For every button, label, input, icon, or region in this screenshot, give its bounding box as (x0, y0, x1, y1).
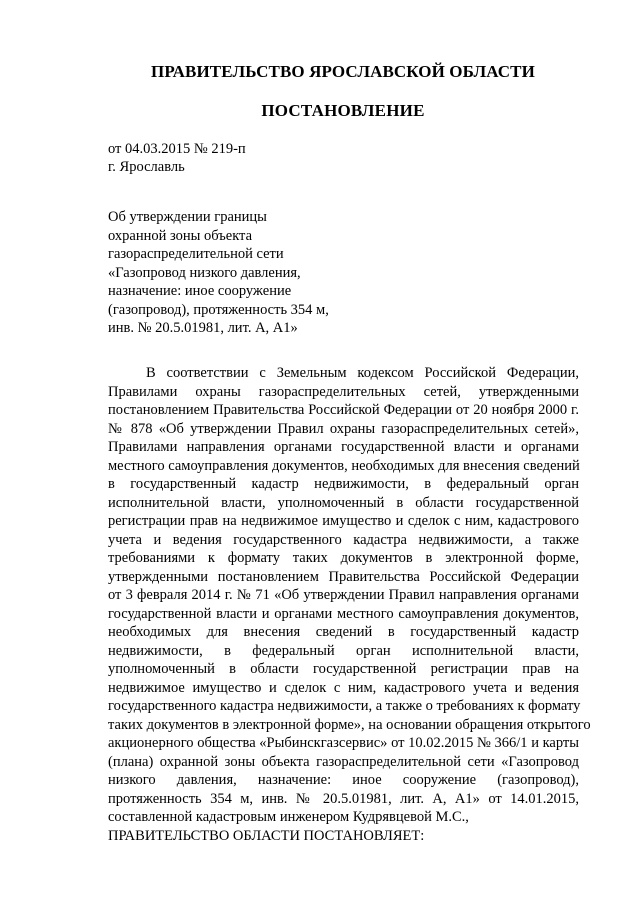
body-line: Правилами охраны газораспределительных сетей, утвержденными (108, 383, 579, 400)
organization-title: ПРАВИТЕЛЬСТВО ЯРОСЛАВСКОЙ ОБЛАСТИ (151, 62, 535, 81)
body-line: таких документов в электронной форме», на основании обращения открытого (108, 716, 591, 733)
body-line: протяженность 354 м, инв. № 20.5.01981, лит. А, А1» от 14.01.2015, (108, 790, 579, 807)
subject-line: (газопровод), протяженность 354 м, (108, 301, 329, 318)
body-line: государственной власти и органами местного самоуправления документов, (108, 605, 579, 622)
body-line: Правилами направления органами государственной власти и органами (108, 439, 579, 455)
body-line: в государственный кадастр недвижимости, в федеральный орган (108, 476, 579, 492)
body-line: уполномоченный в области государственной регистрации прав на (108, 661, 579, 677)
date-number: от 04.03.2015 № 219-п (108, 141, 246, 157)
body-line: необходимых для внесения сведений в государственный кадастр (108, 624, 579, 640)
body-line: учета и ведения государственного кадастра недвижимости, а также (108, 531, 579, 548)
body-line: исполнительной власти, уполномоченный в области государственной (108, 494, 579, 511)
body-line: В соответствии с Земельным кодексом Российской Федерации, (146, 365, 579, 381)
body-line: (плана) охранной зоны объекта газораспределительной сети «Газопровод (108, 753, 579, 770)
document-subject (108, 208, 329, 338)
body-line: регистрации прав на недвижимое имущество и сделок с ним, кадастрового (108, 513, 579, 529)
subject-line: инв. № 20.5.01981, лит. А, А1» (108, 320, 298, 336)
body-line: составленной кадастровым инженером Кудрявцевой М.С., (108, 809, 469, 825)
subject-line: «Газопровод низкого давления, (108, 264, 301, 281)
document-type-title: ПОСТАНОВЛЕНИЕ (261, 101, 425, 120)
body-line: № 878 «Об утверждении Правил охраны газораспределительных сетей», (108, 420, 579, 437)
subject-line: Об утверждении границы (108, 209, 267, 225)
document-body (108, 364, 591, 845)
body-line: местного самоуправления документов, необходимых для внесения сведений (108, 457, 580, 474)
document-meta (108, 140, 246, 176)
body-line: недвижимое имущество и сделок с ним, кадастрового учета и ведения (108, 679, 579, 696)
body-line: утвержденными постановлением Правительства Российской Федерации (108, 568, 579, 585)
city: г. Ярославль (108, 159, 185, 175)
body-line: государственного кадастра недвижимости, а также о требованиях к формату (108, 698, 581, 714)
subject-line: охранной зоны объекта (108, 227, 253, 244)
body-line: акционерного общества «Рыбинскгазсервис» от 10.02.2015 № 366/1 и карты (108, 735, 579, 751)
body-line: требованиями к формату таких документов в электронной форме, (108, 550, 579, 566)
body-line: постановлением Правительства Российской Федерации от 20 ноября 2000 г. (108, 402, 579, 418)
subject-line: назначение: иное сооружение (108, 283, 292, 299)
resolution-line: ПРАВИТЕЛЬСТВО ОБЛАСТИ ПОСТАНОВЛЯЕТ: (108, 827, 425, 844)
body-line: от 3 февраля 2014 г. № 71 «Об утверждении Правил направления органами (108, 587, 579, 603)
body-line: недвижимости, в федеральный орган исполнительной власти, (108, 642, 579, 659)
body-line: низкого давления, назначение: иное сооружение (газопровод), (108, 772, 579, 788)
subject-line: газораспределительной сети (108, 246, 284, 262)
